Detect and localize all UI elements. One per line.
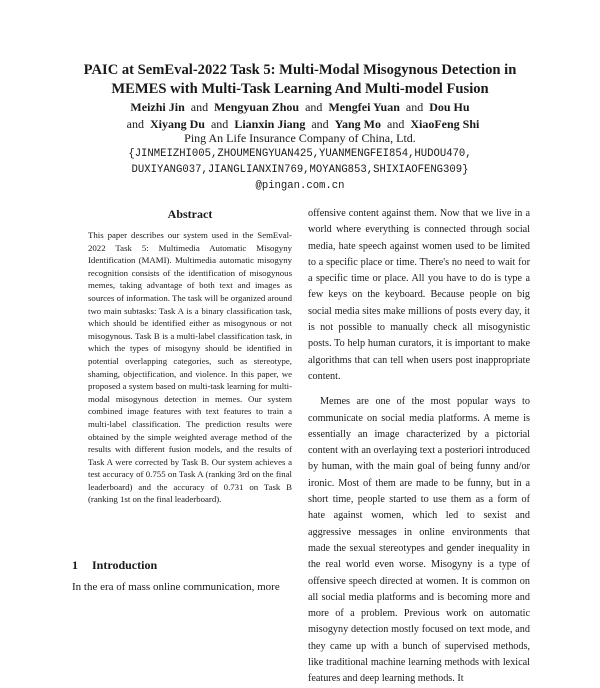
affiliation: Ping An Life Insurance Company of China, Ltd. <box>184 131 416 145</box>
section-title: Introduction <box>92 558 158 572</box>
email-line-1: {JINMEIZHI005,ZHOUMENGYUAN425,YUANMENGFEI854,HUDOU470, <box>128 148 472 160</box>
section-heading-introduction <box>72 558 157 573</box>
title-line-2: MEMES with Multi-Task Learning And Multi-model Fusion <box>111 81 489 97</box>
title-line-1: PAIC at SemEval-2022 Task 5: Multi-Modal Misogynous Detection in <box>83 62 517 78</box>
paragraph: offensive content against them. Now that we live in a world where everything is connected through social media, hate speech against women used to be limited to a specific place or time. There's no need to wait for a specific time or place. All you have to do is type a few keys on the keyboard. Because people on big social media sites make millions of posts every day, it is not possible to manually check all misogynistic posts. To help human curators, it is important to make algorithms that can tell when users post inappropriate content. <box>308 208 530 382</box>
author-line-1: Meizhi Jin and Mengyuan Zhou and Mengfei Yuan and Dou Hu <box>130 100 470 114</box>
paragraph: Memes are one of the most popular ways to communicate on social media platforms. A meme is essentially an image characterized by a pictorial content with an overlaying text a posteriori introduced by human, with the main goal of being funny and/or ironic. Most of them are made to be funny, but in a short time, people started to use them as a form of hate against women, which led to sexist and aggressive messages in online environments that made the sexual stereotypes and gender inequality in the real world even worse. Misogyny is a type of offensive speech directed at women. It is common on all social media platforms and is becoming more and more of a problem. Previous work on automatic misogyny detection mostly focused on text mode, and they came up with a bunch of supervised methods, like traditional machine learning methods with lexical features and deep learning methods. It <box>308 396 530 685</box>
section-number: 1 <box>72 558 78 572</box>
paper-title <box>0 61 600 99</box>
introduction-text: In the era of mass online communication, more <box>72 581 280 593</box>
author-name: Mengyuan Zhou <box>214 100 300 114</box>
author-name: XiaoFeng Shi <box>410 117 480 131</box>
right-column <box>308 206 530 688</box>
abstract-text: This paper describes our system used in the SemEval-2022 Task 5: Multimedia Automatic Misogyny Identification (MAMI). Multimedia automatic misogyny recognition consists of the identification of misogynous memes, taking advantage of both text and images as sources of information. The task will be organized around two main subtasks: Task A is a binary classification task, which should be identified either as misogynous or not misogynous. Task B is a multi-label classification task, in which the types of misogyny should be identified in potential overlapping categories, such as stereotype, shaming, objectification, and violence. In this paper, we proposed a system based on multi-task learning for multi-modal misogynous detection in memes. Our system combined image features with text features to train a multi-label classification. The prediction results were obtained by the simple weighted average method of the results with different fusion models, and the results of Task A were corrected by Task B. Our system achieves a test accuracy of 0.755 on Task A (ranking 3rd on the final leaderboard) and the accuracy of 0.731 on Task B (ranking 1st on the final leaderboard). <box>88 230 292 505</box>
email-line-2: DUXIYANG037,JIANGLIANXIN769,MOYANG853,SHIXIAOFENG309} <box>131 164 469 176</box>
email-line-3: @pingan.com.cn <box>255 180 345 192</box>
author-name: Mengfei Yuan <box>328 100 400 114</box>
author-name: Xiyang Du <box>149 117 205 131</box>
author-list <box>0 99 600 133</box>
author-name: Dou Hu <box>429 100 470 114</box>
author-name: Lianxin Jiang <box>234 117 306 131</box>
author-name: Yang Mo <box>334 117 382 131</box>
author-line-2: and Xiyang Du and Lianxin Jiang and Yang Mo and XiaoFeng Shi <box>126 117 480 131</box>
abstract-heading: Abstract <box>167 207 213 221</box>
author-emails <box>0 146 600 194</box>
author-name: Meizhi Jin <box>130 100 185 114</box>
